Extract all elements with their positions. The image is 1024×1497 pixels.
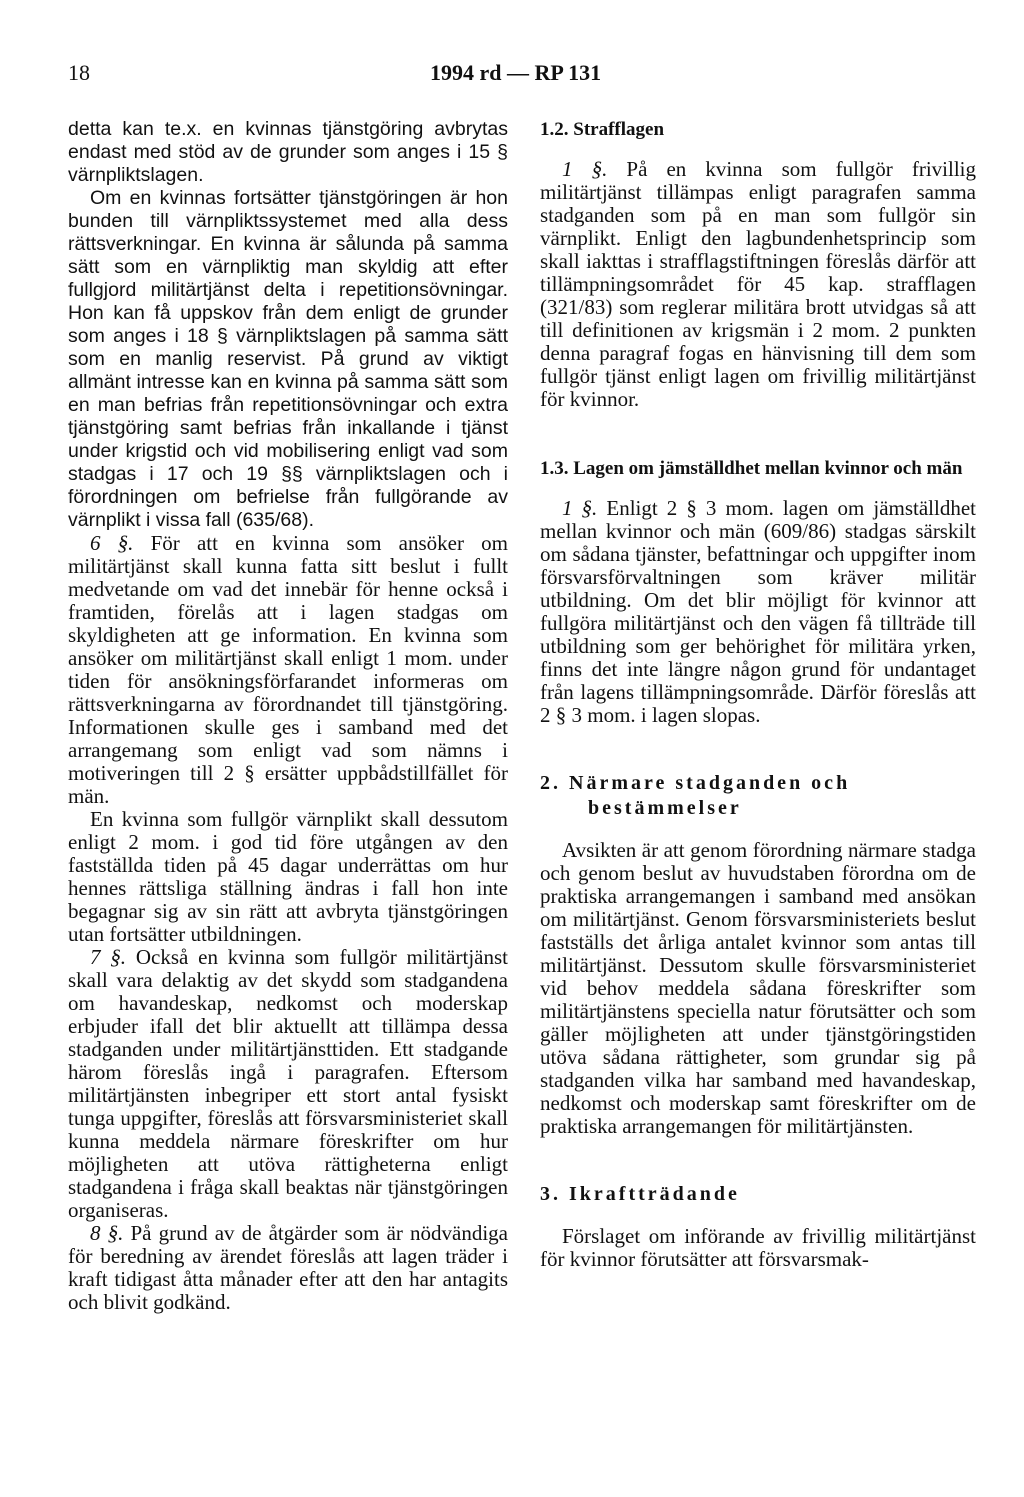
paragraph-text: Enligt 2 § 3 mom. lagen om jämställdhet mellan kvinnor och män (609/86) stadgas särskilt om sådana tjänster, befattningar och uppgifter inom försvarsförvaltningen som kräver militär utbildning. Om det blir möjligt för kvinnor att fullgöra militärtjänst och den vägen få tillträde till utbildning som ger behörighet för militära yrken, finns det inte längre någon grund för undantaget från lagens tillämpningsområde. Därför föreslås att 2 § 3 mom. i lagen slopas.: [540, 496, 977, 727]
heading-ikrafttradande: 3. Ikraftträdande: [540, 1183, 740, 1205]
section-number: 7 §.: [90, 945, 127, 969]
paragraph: En kvinna som fullgör värnplikt skall dessutom enligt 2 mom. i god tid före utgången av den fastställda tiden på 45 dagar underrättas om hur hennes rättsliga ställning ändras i fall hon inte begagnar sig av sin rätt att avbryta tjänstgöringen utan fortsätter utbildningen.: [68, 807, 508, 946]
paragraph-text: Också en kvinna som fullgör militärtjänst skall vara delaktig av det skydd som stadgandena om havandeskap, nedkomst och moderskap erbjuder ifall det blir aktuellt att tillämpa dessa stadganden under militärtjänsttiden. Ett stadgande härom föreslås ingå i paragrafen. Eftersom militärtjänsten inbegriper ett stort antal fysiskt tunga uppgifter, föreslås att försvarsministeriet skall kunna meddela närmare föreskrifter om hur möjligheten att utöva rättigheterna enligt stadgandena i fråga skall beaktas när tjänstgöringen organiseras.: [68, 945, 508, 1222]
running-header: 1994 rd — RP 131: [430, 60, 602, 85]
paragraph-text: Om en kvinnas fortsätter tjänstgöringen är hon bunden till värnpliktssystemet med alla dess rättsverkningar.: [68, 187, 508, 255]
paragraph-text: På en kvinna som fullgör frivillig militärtjänst tillämpas enligt paragrafen samma stadganden som på en man som fullgör sin värnplikt.: [540, 157, 977, 250]
paragraph: Avsikten är att genom förordning närmare stadga och genom beslut av huvudstaben förordna om de praktiska arrangemangen i samband med ansökan om militärtjänst. Genom försvarsministeriets beslut fastställs det årliga antalet kvinnor som antas till militärtjänst. Dessutom skulle försvarsministeriet vid behov meddela sådana föreskrifter som militärtjänstens speciella natur förutsätter och som gäller möjligheten att under tjänstgöringstiden utöva sådana rättigheter, som grundar sig på stadganden vilka har samband med havandeskap, nedkomst och moderskap samt föreskrifter om de praktiska arrangemangen för militärtjänsten.: [540, 838, 976, 1138]
section-1-paragraph: [540, 497, 976, 727]
section-number: 1 §.: [562, 157, 608, 181]
paragraph-text: För att en kvinna som ansöker om militärtjänst skall kunna fatta sitt beslut i fullt medvetande om vad det innebär för henne också i framtiden, förelås att i lagen stadgas om skyldigheten att ge information. En kvinna som ansöker om militärtjänst skall enligt 1 mom. under tiden för ansökningsförfarandet informeras om rättsverkningarna av förordnandet till tjänstgöring. Informationen skulle ges i samband med det arrangemang som enligt vad som nämns i motiveringen till 2 § ersätter uppbådstillfället för män.: [68, 531, 508, 808]
section-6-paragraph: [68, 532, 508, 808]
right-column: [540, 118, 976, 1271]
heading-jamstalldhet: 1.3. Lagen om jämställdhet mellan kvinnor och män: [540, 458, 963, 479]
heading-narmare-stadganden: 2. Närmare stadganden och bestämmelser: [540, 772, 851, 819]
heading-strafflagen: 1.2. Strafflagen: [540, 119, 665, 140]
section-8-paragraph: [68, 1222, 508, 1314]
paragraph: Förslaget om införande av frivillig militärtjänst för kvinnor förutsätter att försvarsmak-: [540, 1224, 976, 1271]
section-number: 6 §.: [90, 531, 134, 555]
section-number: 1 §.: [562, 496, 598, 520]
page-number: 18: [68, 60, 90, 85]
section-7-paragraph: [68, 946, 508, 1222]
paragraph-text: På grund av de åtgärder som är nödvändiga för beredning av ärendet föreslås att lagen träder i kraft tidigast åtta månader efter att den har antagits och blivit godkänd.: [68, 1221, 509, 1314]
section-1-paragraph: [540, 158, 976, 411]
paragraph-text: En kvinna är sålunda på samma sätt som en värnpliktig man skyldig att efter fullgjord militärtjänst delta i repetitionsövningar. Hon kan få uppskov från dem enligt de grunder som anges i 18 § värnpliktslagen på samma sätt som en manlig reservist. På grund av viktigt allmänt intresse kan en kvinna på samma sätt som en man befrias från repetitionsövningar och extra tjänstgöring samt befrias från inkallande i tjänst under krigstid och vid mobilisering enligt vad som stadgas i 17 och 19 §§ värnpliktslagen och i förordningen om befrielse från fullgörande av värnplikt i vissa fall (635/68).: [68, 233, 508, 531]
section-number: 8 §.: [90, 1221, 124, 1245]
left-column: [68, 118, 508, 1314]
paragraph: [68, 187, 508, 532]
paragraph: detta kan te.x. en kvinnas tjänstgöring avbrytas endast med stöd av de grunder som anges i 15 § värnpliktslagen.: [68, 118, 508, 186]
paragraph-text: Enligt den lagbundenhetsprincip som skall iakttas i strafflagstiftningen föreslås därför att tillämpningsområdet för 45 kap. strafflagen (321/83) som reglerar militära brott utvidgas så att till definitionen av krigsmän i 2 mom. 2 punkten denna paragraf fogas en hänvisning till dem som fullgör tjänst enligt lagen om frivillig militärtjänst för kvinnor.: [540, 226, 976, 411]
